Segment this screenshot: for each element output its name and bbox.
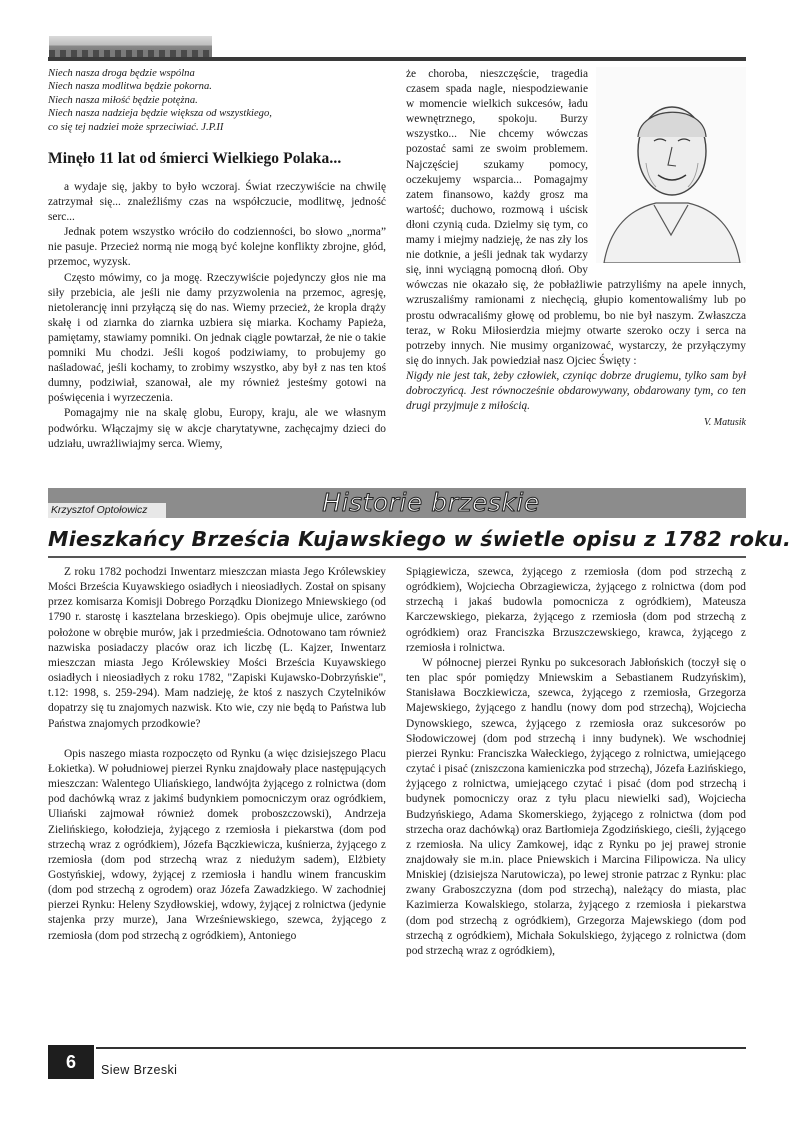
paragraph: Z roku 1782 pochodzi Inwentarz mieszczan miasta Jego Królewskiey Mości Brześcia Kuyawskiego osiadłych i nieosiadłych. Został on spisany przez komisarza Komisji Dobrego Porządku Dionizego Mniewskiego (od 1790 r. starostę i kasztelana brzeskiego). Opis obejmuje ulice, zarówno położone w obrębie murów, jak i przedmieścia. Odnotowano tam również nazwiska posiadaczy placów oraz ich liczbę (L. Kajzer, Inwentarz mieszczan miasta Jego Królewskiey Mości Brześcia Kuyawskiego osiadłych i nieosiadłych z roku 1782, "Zapiski Kujawsko-Dobrzyńskie", t.12: 1998, s. 259-294). Mam nadzieję, że ktoś z naszych Czytelników dopatrzy się tu znajomych nazwisk. Kto wie, czy nie będą to Państwa lub Państwa znajomych przodkowie?	[48, 566, 386, 730]
poem-line: Niech nasza modlitwa będzie pokorna.	[48, 81, 212, 93]
footer-rule	[96, 1047, 746, 1049]
publication-name: Siew Brzeski	[101, 1063, 178, 1077]
title-rule	[48, 556, 746, 558]
paragraph: W północnej pierzei Rynku po sukcesorach Jabłońskich (toczył się o ten plac spór pomiędzy Mniewskim a Sebastianem Rudzyńskim), Stanisława Boczkiewicza, szewca, żyjącego z rzemiosła, Grzegorza Majewskiego, żyjącego z handlu (nowy dom pod strzechą), Wojciecha Dynowskiego, szewca, żyjącego z rzemiosła oraz sukcesorów po Słodowiczowej (dom pod strzechą i inny budynek). We wschodniej pierzei Rynku: Franciszka Wałeckiego, żyjącego z rolnictwa, umiejącego czytać i pisać (zniszczona kamieniczka pod strzechą), Józefa Łazińskiego, żyjącego z rolnictwa, umiejącego czytać i pisać (dom pod strzechą i budynek pomocniczy oraz z tyłu placu niewielki sad), Wojciecha Budzyńskiego, Adama Skomerskiego, żyjącego z rolnictwa (dom pod strzecha oraz dachówką) oraz Bartłomieja Zgodzińskiego, cieśli, żyjącego z rzemiosła. Na ulicy Zamkowej, idąc z Rynku po jej prawej stronie znajdowały sie m.in. place Pniewskich i Marcina Filipowicza. Na ulicy Mniskiej (dzisiejsza Narutowicza), po lewej stronie patrzac z Rynku: plac zwany Graboszczyzna (dom pod strzechą), należący do miasta, plac Kazimierza Kowalskiego, stolarza, żyjącego z rzemiosła i piekarstwa (dom pod strzechą z ogródkiem), Grzegorza Majewskiego (dom pod strzechą z ogródkiem), Michała Sokulskiego, żyjącego z rolnictwa (dom pod strzechą wraz z ogródkiem),	[406, 656, 746, 957]
article2-title: Mieszkańcy Brześcia Kujawskiego w świetle opisu z 1782 roku.	[48, 527, 792, 551]
paragraph: Często mówimy, co ja mogę. Rzeczywiście pojedynczy głos nie ma siły przebicia, ale jeśli nie damy przyzwolenia na przemoc, agresję, nietolerancję inni przyłączą się do nas. Wiemy przecież, że kropla drąży skałę i od ziarnka do ziarnka uzbiera się miarka. Kochamy Papieża, pamiętamy, stawiamy pomniki. On jednak ciągle powtarzał, że nie o takie pomniki Mu chodzi. Jeśli kogoś podziwiamy, to probujemy go naśladować, jeśli kochamy, to zrobimy wszystko, aby był z nas ten ktoś dumny, podziwiał, szanował, ale my również jesteśmy gotowi na poświęcenia i wyrzeczenia.	[48, 271, 386, 405]
poem-line: Niech nasza miłość będzie potężna.	[48, 94, 198, 106]
poem	[48, 67, 378, 134]
poem-line: Niech nasza droga będzie wspólna	[48, 68, 195, 79]
section-author: Krzysztof Optołowicz	[48, 503, 166, 518]
header-photo	[49, 36, 212, 57]
paragraph: Spiągiewicza, szewca, żyjącego z rzemiosła (dom pod strzechą z ogródkiem), Wojciecha Obrzagiewicza, żyjącego z rolnictwa (dom pod strzechą i jakaś budowla pomocnicza z ogródkiem), Mateusza Karczewskiego, piekarza, żyjącego z rzemiosła (dom pod strzechą z ogródkiem) oraz Franciszka Brzuszczewskiego, krawca, żyjącego z rzemiosła i rolnictwa.	[406, 566, 746, 654]
section-name: Historie brzeskie	[322, 488, 540, 517]
paragraph: że choroba, nieszczęście, tragedia czasem spada nagle, niespodziewanie w momencie wielkich sukcesów, ładu wewnętrznego, spokoju. Burzy wszystko... Nie chcemy wówczas pozostać sami ze swoim problemem. Najczęściej szukamy pomocy, oczekujemy wsparcia... Pomagajmy zatem finansowo, każdy grosz ma wartość; duchowo, rozmową i uścisk dłoni czynią cuda. Dzielmy się tym, co mamy i miejmy nadzieję, że nas zły los nie dotknie, a jeśli jednak tak wydarzy się, inni wyciągną pomocną dłoń. Oby wówczas nie okazało się, że pobłażliwie patrzyliśmy na apele innych, wzruszaliśmy ramionami z niechęcią, głupio komentowaliśmy lub po prostu odwracaliśmy głowę od problemu, bo nie był naszym. Zwłaszcza teraz, w Roku Miłosierdzia miejmy otwarte szeroko oczy i serca na potrzeby innych. Nie musimy organizować, wystarczy, że przyłączymy się do innych. Jak powiedział nasz Ojciec Święty :	[406, 68, 746, 367]
header-rule	[48, 57, 746, 61]
paragraph-gap	[48, 732, 386, 747]
quote: Nigdy nie jest tak, żeby człowiek, czyniąc dobrze drugiemu, tylko sam był dobroczyńcą. Jest równocześnie obdarowywany, obdarowany tym, co ten drugi przyjmuje z miłością.	[406, 369, 746, 413]
article-column-left	[48, 180, 386, 452]
article-column-right	[406, 67, 746, 430]
article2-column-right	[406, 565, 746, 959]
article-title: Minęło 11 lat od śmierci Wielkiego Polaka...	[48, 150, 342, 167]
pope-portrait-image	[596, 67, 746, 263]
paragraph: Opis naszego miasta rozpoczęto od Rynku (a więc dzisiejszego Placu Łokietka). W południowej pierzei Rynku znajdowały place następujących mieszczan: Walentego Uliańskiego, landwójta żyjącego z rolnictwa (dom pod dachówką wraz z jakimś budynkiem pomocniczym oraz ogródkiem, Uliański zajmował również domek proboszczowski), Andrzeja Zielińskiego, kołodzieja, żyjącego z rzemiosła i piekarstwa (dom pod strzechą wraz z ogródkiem), Józefa Bączkiewicza, kuśnierza, żyjącego z rzemiosła (dom pod strzechą wraz z niedużym sadem), Elżbiety Gostyńskiej, wdowy, żyjącej z rzemiosła i handlu winem francuskim (dom pod strzechą z ogrodem) oraz Józefa Zawadzkiego. W zachodniej pierzei Rynku: Heleny Szydłowskiej, wdowy, żyjącej z rolnictwa (jedynie stajenka przy murze), Jana Wrześniewskiego, szewca, żyjącego z rzemiosła (dom pod strzechą z ogródkiem), Antoniego	[48, 747, 386, 942]
page-number: 6	[48, 1045, 94, 1079]
paragraph: Jednak potem wszystko wróciło do codzienności, bo słowo „norma” nie pasuje. Przecież normą nie mogą być kolejne konflikty zbrojne, głód, przemoc, wyzysk.	[48, 226, 386, 269]
poem-line: Niech nasza nadzieja będzie większa od wszystkiego,	[48, 108, 272, 120]
paragraph: a wydaje się, jakby to było wczoraj. Świat rzeczywiście na chwilę zatrzymał się... znaleźliśmy czas na współczucie, modlitwę, jedność serc...	[48, 181, 386, 224]
poem-line: co się tej nadziei może sprzeciwiać. J.P.II	[48, 121, 224, 133]
paragraph: Pomagajmy nie na skalę globu, Europy, kraju, ale we własnym podwórku. Włączajmy się w akcje charytatywne, zachęcajmy dzieci do udziału, uwrażliwiajmy serca. Wiemy,	[48, 407, 386, 450]
article2-column-left	[48, 565, 386, 944]
author-signature: V. Matusik	[703, 417, 746, 429]
